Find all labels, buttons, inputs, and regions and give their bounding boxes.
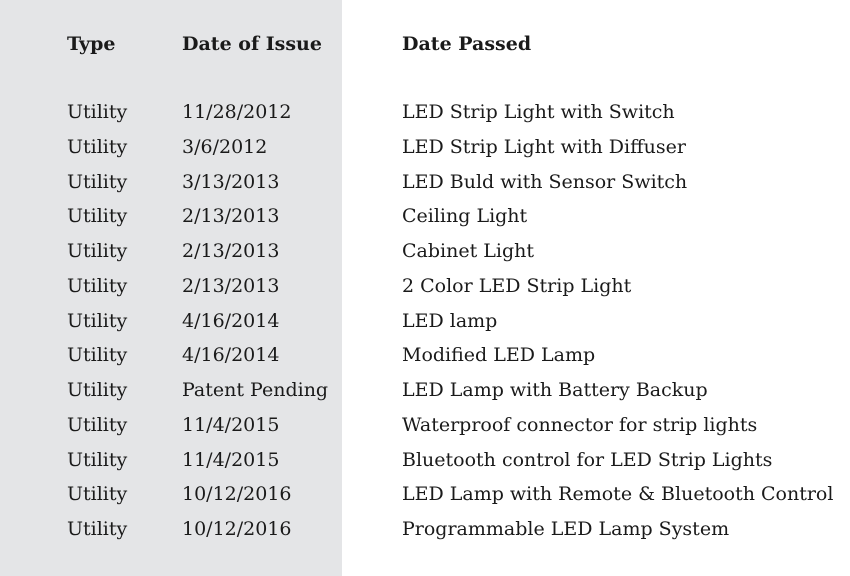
cell-type: Utility: [67, 413, 128, 436]
cell-date-of-issue: 4/16/2014: [182, 344, 280, 367]
cell-type: Utility: [67, 170, 128, 193]
cell-date-passed: Modified LED Lamp: [402, 344, 596, 367]
cell-date-of-issue: 11/28/2012: [182, 101, 292, 123]
cell-type: Utility: [67, 274, 128, 297]
cell-date-of-issue: 3/13/2013: [182, 170, 280, 193]
cell-date-passed: Bluetooth control for LED Strip Lights: [402, 448, 773, 471]
cell-type: Utility: [67, 101, 128, 123]
cell-type: Utility: [67, 205, 128, 228]
cell-date-passed: Programmable LED Lamp System: [402, 518, 730, 540]
cell-date-passed: LED Lamp with Remote & Bluetooth Control: [402, 483, 834, 506]
cell-type: Utility: [67, 483, 128, 506]
cell-date-of-issue: 11/4/2015: [182, 413, 280, 436]
cell-type: Utility: [67, 379, 128, 401]
header-type: Type: [67, 33, 116, 55]
cell-date-of-issue: 2/13/2013: [182, 274, 280, 297]
cell-type: Utility: [67, 309, 128, 332]
cell-date-of-issue: Patent Pending: [182, 379, 329, 401]
cell-type: Utility: [67, 448, 128, 471]
header-date-passed: Date Passed: [402, 33, 532, 55]
cell-date-passed: LED Buld with Sensor Switch: [402, 170, 688, 193]
cell-date-passed: LED Strip Light with Diffuser: [402, 135, 686, 158]
cell-date-passed: Cabinet Light: [402, 240, 534, 262]
cell-date-of-issue: 11/4/2015: [182, 448, 280, 471]
cell-type: Utility: [67, 344, 128, 367]
cell-date-of-issue: 4/16/2014: [182, 309, 280, 332]
cell-date-passed: 2 Color LED Strip Light: [402, 274, 632, 297]
cell-date-passed: LED Strip Light with Switch: [402, 101, 675, 123]
cell-type: Utility: [67, 240, 128, 262]
cell-type: Utility: [67, 518, 128, 540]
cell-type: Utility: [67, 135, 128, 158]
cell-date-of-issue: 2/13/2013: [182, 240, 280, 262]
cell-date-of-issue: 10/12/2016: [182, 483, 292, 506]
cell-date-of-issue: 2/13/2013: [182, 205, 280, 228]
cell-date-passed: LED lamp: [402, 309, 498, 332]
cell-date-of-issue: 3/6/2012: [182, 135, 268, 158]
cell-date-passed: LED Lamp with Battery Backup: [402, 379, 708, 401]
header-date-of-issue: Date of Issue: [182, 33, 322, 55]
cell-date-of-issue: 10/12/2016: [182, 518, 292, 540]
cell-date-passed: Waterproof connector for strip lights: [402, 413, 758, 436]
cell-date-passed: Ceiling Light: [402, 205, 528, 228]
